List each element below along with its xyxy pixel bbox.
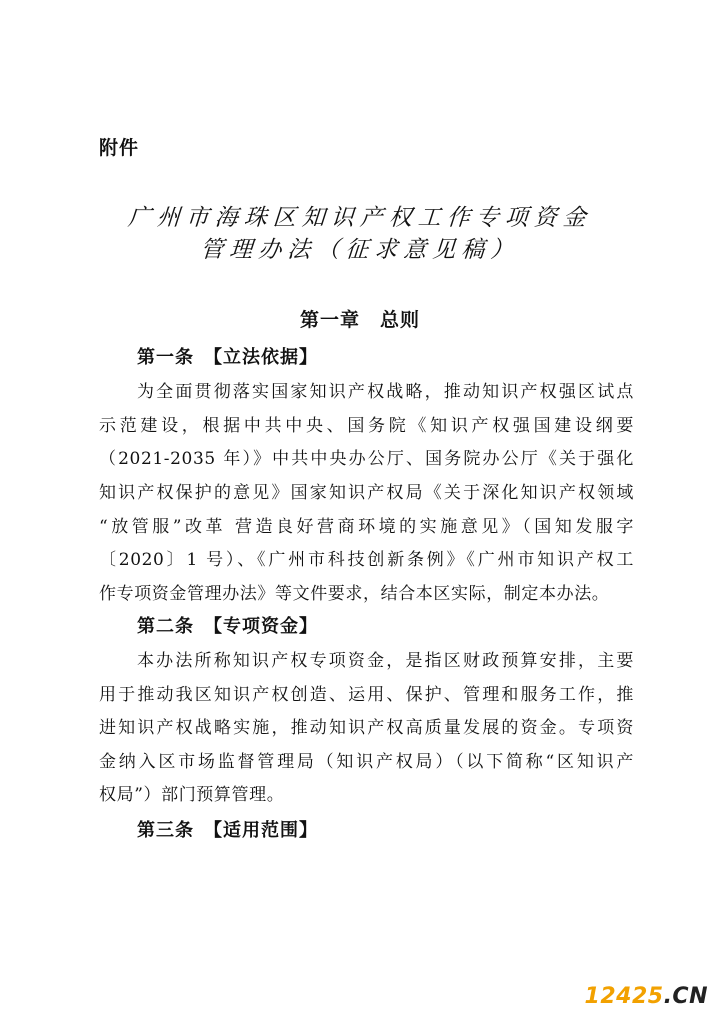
article-1-line-2: 示范建设，根据中共中央、国务院《知识产权强国建设纲要 — [99, 416, 634, 436]
chapter-heading: 第一章 总则 — [299, 309, 420, 331]
watermark-suffix: .CN — [663, 984, 708, 1009]
article-1-line-5: “放管服”改革 营造良好营商环境的实施意见》（国知发服字 — [99, 517, 634, 537]
article-2-line-4: 金纳入区市场监督管理局（知识产权局）（以下简称“区知识产 — [99, 752, 634, 772]
watermark-number: 12425 — [584, 984, 664, 1009]
article-1-line-3: （2021-2035 年）》中共中央办公厅、国务院办公厅《关于强化 — [99, 449, 634, 469]
article-1-line-1: 为全面贯彻落实国家知识产权战略，推动知识产权强区试点 — [137, 382, 634, 402]
document-title-line-1: 广州市海珠区知识产权工作专项资金 — [126, 205, 593, 231]
article-2-heading: 第二条 【专项资金】 — [137, 616, 318, 637]
site-watermark — [585, 984, 708, 1009]
article-1-line-4: 知识产权保护的意见》国家知识产权局《关于深化知识产权领域 — [99, 483, 634, 503]
article-1-heading: 第一条 【立法依据】 — [137, 347, 318, 368]
article-2-line-3: 进知识产权战略实施，推动知识产权高质量发展的资金。专项资 — [99, 718, 634, 738]
document-title-line-2: 管理办法（征求意见稿） — [199, 237, 521, 263]
article-1-line-7: 作专项资金管理办法》等文件要求，结合本区实际，制定本办法。 — [99, 584, 610, 604]
article-2-line-5: 权局”）部门预算管理。 — [99, 785, 285, 805]
article-2-line-2: 用于推动我区知识产权创造、运用、保护、管理和服务工作，推 — [99, 685, 634, 705]
article-2-line-1: 本办法所称知识产权专项资金，是指区财政预算安排，主要 — [137, 651, 634, 671]
article-3-heading: 第三条 【适用范围】 — [137, 820, 318, 841]
attachment-label: 附件 — [99, 137, 140, 159]
article-1-line-6: 〔2020〕1 号）、《广州市科技创新条例》《广州市知识产权工 — [99, 550, 634, 570]
